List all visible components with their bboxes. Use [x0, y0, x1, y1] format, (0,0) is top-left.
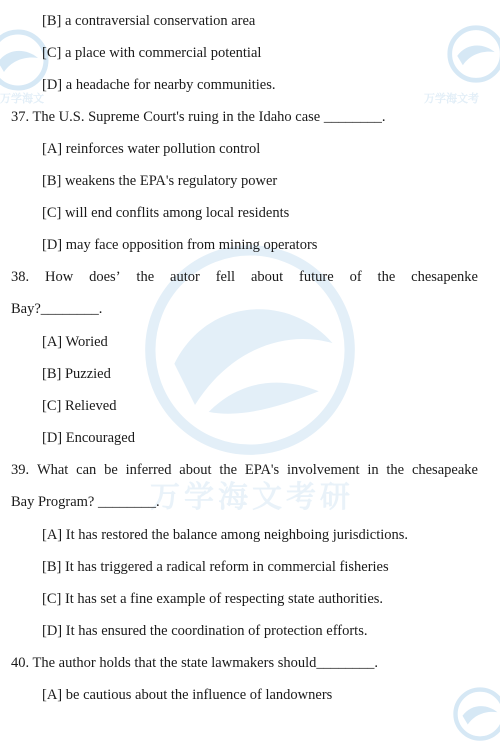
q38-word: fell — [216, 267, 235, 287]
question-38-line-2: Bay?________. — [0, 299, 500, 319]
question-39-line-1 — [0, 460, 500, 480]
watermark-text-center: 万学海文考研 — [150, 472, 354, 516]
q39-word: about — [179, 460, 211, 480]
question-39-line-2: Bay Program? ________. — [0, 492, 500, 512]
q39-word: involvement — [287, 460, 360, 480]
question-38-line-1 — [0, 267, 500, 287]
option-37-d: [D] may face opposition from mining operators — [0, 235, 500, 255]
option-38-b: [B] Puzzied — [0, 364, 500, 384]
q39-word: 39. — [11, 460, 29, 480]
q38-word: autor — [170, 267, 200, 287]
q39-word: be — [104, 460, 118, 480]
q38-word: does’ — [89, 267, 120, 287]
q39-word: the — [219, 460, 237, 480]
q39-word: inferred — [126, 460, 172, 480]
option-37-b: [B] weakens the EPA's regulatory power — [0, 171, 500, 191]
q39-word: chesapeake — [412, 460, 478, 480]
option-39-b: [B] It has triggered a radical reform in commercial fisheries — [0, 557, 500, 577]
q39-word: What — [37, 460, 68, 480]
q39-word: the — [386, 460, 404, 480]
q39-word: EPA's — [245, 460, 279, 480]
q39-word: can — [76, 460, 96, 480]
q38-word: the — [378, 267, 396, 287]
option-36-b: [B] a contraversial conservation area — [0, 11, 500, 31]
option-36-d: [D] a headache for nearby communities. — [0, 75, 500, 95]
option-38-c: [C] Relieved — [0, 396, 500, 416]
question-40: 40. The author holds that the state lawmakers should________. — [0, 653, 500, 673]
option-39-d: [D] It has ensured the coordination of protection efforts. — [0, 621, 500, 641]
q39-word: in — [367, 460, 378, 480]
option-38-a: [A] Woried — [0, 332, 500, 352]
option-39-c: [C] It has set a fine example of respecting state authorities. — [0, 589, 500, 609]
watermark-text-right: 万学海文考 — [424, 90, 479, 106]
q38-word: about — [251, 267, 283, 287]
q38-word: of — [350, 267, 362, 287]
option-37-a: [A] reinforces water pollution control — [0, 139, 500, 159]
q38-word: chesapenke — [411, 267, 478, 287]
q38-word: How — [45, 267, 73, 287]
watermark-text-left: 万学海文 — [0, 90, 44, 106]
option-37-c: [C] will end conflits among local residents — [0, 203, 500, 223]
q38-word: 38. — [11, 267, 29, 287]
option-36-c: [C] a place with commercial potential — [0, 43, 500, 63]
option-40-a: [A] be cautious about the influence of landowners — [0, 685, 500, 705]
option-38-d: [D] Encouraged — [0, 428, 500, 448]
question-37: 37. The U.S. Supreme Court's ruing in the Idaho case ________. — [0, 107, 500, 127]
option-39-a: [A] It has restored the balance among neighboing jurisdictions. — [0, 525, 500, 545]
q38-word: future — [299, 267, 334, 287]
q38-word: the — [136, 267, 154, 287]
